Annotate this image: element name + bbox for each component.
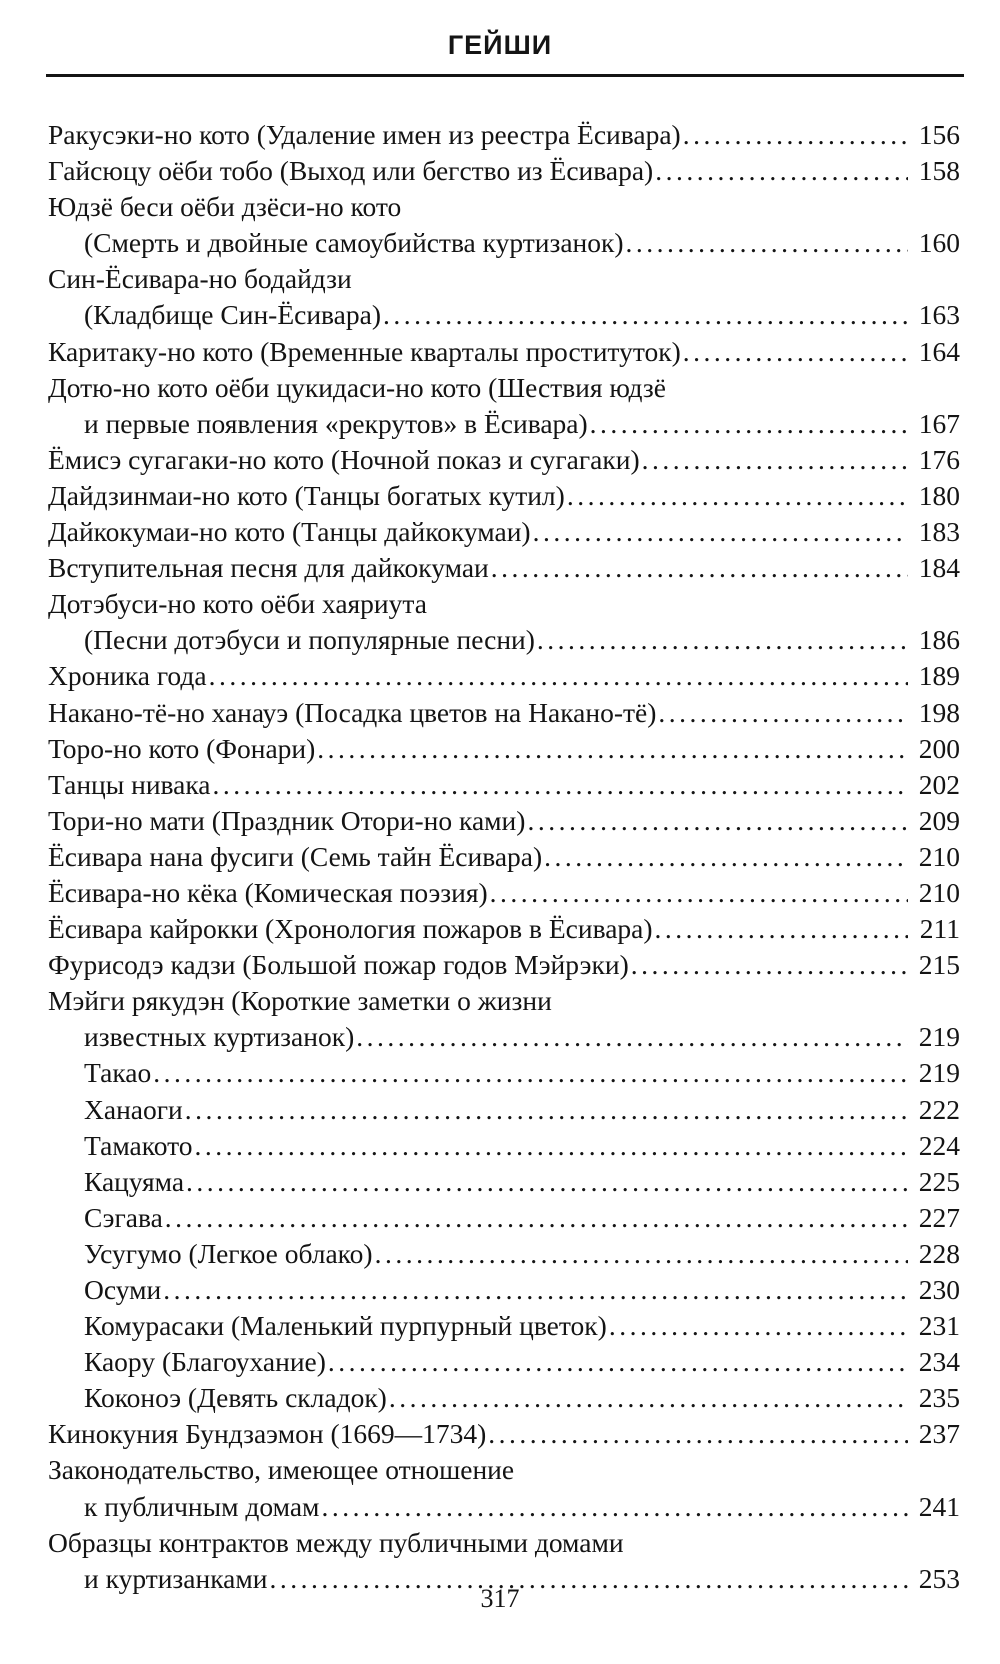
toc-entry-line [84,1200,960,1236]
toc-entry-title: Коконоэ (Девять складок) [84,1382,387,1414]
toc-entry [0,1272,1000,1308]
toc-entry-line [48,839,960,875]
toc-entry-page: 176 [918,443,960,475]
toc-entry [0,261,1000,333]
dot-leader [533,514,908,550]
toc-entry-line [48,983,960,1019]
toc-entry [0,875,1000,911]
toc-entry-page: 163 [918,299,960,331]
toc-entry [0,1092,1000,1128]
dot-leader [590,406,908,442]
toc-entry-title: Осуми [84,1274,162,1305]
dot-leader [383,297,908,333]
toc-entry-line [84,225,960,261]
toc-entry-title: Танцы нивака [48,768,211,800]
toc-entry-title: Дотю-но кото оёби цукидаси-но кото (Шествия юдзё [48,371,666,403]
toc-entry-line [84,1308,960,1344]
toc-entry [0,514,1000,550]
toc-entry-title: Кинокуния Бундзаэмон (1669—1734) [48,1418,487,1450]
toc-entry-title: Дайкокумаи-но кото (Танцы дайкокумаи) [48,516,531,548]
dot-leader [567,478,908,514]
toc-entry-title: Тамакото [84,1129,193,1161]
toc-entry-page: 219 [918,1021,960,1053]
toc-entry [0,1308,1000,1344]
toc-entry [0,983,1000,1055]
toc-entry-title: Ракусэки-но кото (Удаление имен из реестра Ёсивара) [48,119,681,150]
toc-entry-line [48,1416,960,1452]
dot-leader [321,1489,908,1525]
toc-entry-page: 189 [918,660,960,692]
toc-entry [0,1452,1000,1524]
page-number: 317 [480,1584,520,1613]
toc-entry-title: Дайдзинмаи-но кото (Танцы богатых кутил) [48,479,565,511]
toc-entry-page: 164 [918,335,960,367]
dot-leader [163,1272,908,1308]
toc-entry-page: 224 [918,1129,960,1161]
dot-leader [642,442,908,478]
dot-leader [488,1416,908,1452]
toc-entry-page: 209 [918,804,960,836]
toc-entry [0,586,1000,658]
toc-entry-page: 210 [918,876,960,908]
table-of-contents [0,117,1000,1597]
toc-entry-line [84,297,960,333]
toc-entry-title: Син-Ёсивара-но бодайдзи [48,263,352,295]
toc-entry-line [84,1019,960,1055]
toc-entry-line [48,767,960,803]
toc-entry-title: Каору (Благоухание) [84,1346,326,1378]
toc-entry [0,658,1000,694]
toc-entry-page: 225 [918,1165,960,1197]
toc-entry-line [48,334,960,370]
toc-entry-title: Ханаоги [84,1093,183,1125]
toc-entry-page: 253 [918,1562,960,1594]
header-rule [46,74,964,77]
toc-entry [0,1055,1000,1091]
toc-entry [0,117,1000,153]
toc-entry [0,442,1000,478]
toc-entry-title: Каритаку-но кото (Временные кварталы проституток) [48,335,681,367]
toc-entry-line [48,731,960,767]
toc-entry-title: (Кладбище Син-Ёсивара) [84,299,381,331]
toc-entry-title: Комурасаки (Маленький пурпурный цветок) [84,1310,607,1342]
dot-leader [328,1344,908,1380]
toc-entry-line [84,1164,960,1200]
toc-entry-line [84,1055,960,1091]
toc-entry-title: Фурисодэ кадзи (Большой пожар годов Мэйрэки) [48,949,629,981]
dot-leader [544,839,908,875]
toc-entry-line [48,153,960,189]
dot-leader [195,1128,909,1164]
toc-entry-line [84,622,960,658]
toc-entry-line [48,550,960,586]
toc-entry [0,695,1000,731]
toc-entry [0,1128,1000,1164]
dot-leader [165,1200,908,1236]
toc-entry-page: 184 [918,552,960,584]
toc-entry-line [84,1380,960,1416]
toc-entry-page: 241 [918,1490,960,1522]
dot-leader [356,1019,908,1055]
dot-leader [389,1380,908,1416]
dot-leader [213,767,908,803]
dot-leader [209,658,908,694]
dot-leader [626,225,908,261]
dot-leader [683,117,908,153]
toc-entry-page: 158 [918,155,960,187]
toc-entry-page: 230 [918,1274,960,1305]
toc-entry-page: 210 [918,840,960,872]
toc-entry [0,947,1000,983]
toc-entry-line [48,514,960,550]
dot-leader [153,1055,908,1091]
toc-entry-title: Кацуяма [84,1165,185,1197]
dot-leader [655,911,908,947]
toc-entry-line [48,117,960,153]
toc-entry-line [84,1236,960,1272]
toc-entry [0,911,1000,947]
toc-entry-line [48,875,960,911]
toc-entry-line [48,803,960,839]
toc-entry-title: и первые появления «рекрутов» в Ёсивара) [84,407,588,439]
toc-entry [0,189,1000,261]
dot-leader [490,875,908,911]
toc-entry-page: 167 [918,407,960,439]
dot-leader [655,153,908,189]
toc-entry-title: Тори-но мати (Праздник Отори-но ками) [48,804,526,836]
toc-entry [0,1380,1000,1416]
toc-entry-title: Ёсивара нана фусиги (Семь тайн Ёсивара) [48,840,543,872]
dot-leader [527,803,908,839]
toc-entry-line [48,1525,960,1561]
toc-entry-line [48,261,960,297]
toc-entry-page: 180 [918,479,960,511]
toc-entry-page: 234 [918,1346,960,1378]
toc-entry-title: (Смерть и двойные самоубийства куртизанок) [84,227,624,259]
toc-entry-line [48,586,960,622]
toc-entry [0,1200,1000,1236]
toc-entry-line [48,370,960,406]
toc-entry-title: Такао [84,1057,152,1089]
toc-entry-page: 202 [918,768,960,800]
toc-entry [0,478,1000,514]
toc-entry [0,731,1000,767]
toc-entry [0,153,1000,189]
toc-entry-title: Вступительная песня для дайкокумаи [48,552,489,584]
toc-entry [0,1416,1000,1452]
toc-entry-line [84,1272,960,1308]
toc-entry-page: 215 [918,949,960,981]
toc-entry-line [48,442,960,478]
dot-leader [186,1164,908,1200]
dot-leader [537,622,908,658]
toc-entry-page: 183 [918,516,960,548]
toc-entry-title: Ёмисэ сугагаки-но кото (Ночной показ и сугагаки) [48,443,640,475]
toc-entry-title: (Песни дотэбуси и популярные песни) [84,624,535,656]
toc-entry [0,370,1000,442]
toc-entry-page: 222 [918,1093,960,1125]
toc-entry-line [84,1128,960,1164]
toc-entry-title: Законодательство, имеющее отношение [48,1454,515,1486]
toc-entry [0,334,1000,370]
toc-entry-page: 227 [918,1201,960,1233]
toc-entry-title: Хроника года [48,660,207,692]
toc-entry-page: 200 [918,732,960,764]
toc-entry [0,839,1000,875]
toc-entry-line [84,1489,960,1525]
toc-entry-page: 160 [918,227,960,259]
toc-entry-page: 237 [918,1418,960,1450]
toc-entry-line [84,1092,960,1128]
dot-leader [491,550,908,586]
toc-entry [0,1164,1000,1200]
toc-entry-title: Мэйги рякудэн (Короткие заметки о жизни [48,985,552,1017]
toc-entry-page: 228 [918,1237,960,1269]
toc-entry-title: Образцы контрактов между публичными домами [48,1526,624,1558]
dot-leader [683,334,908,370]
toc-entry-line [48,1452,960,1488]
dot-leader [631,947,908,983]
toc-entry-line [48,658,960,694]
toc-entry-title: Ёсивара кайрокки (Хронология пожаров в Ёсивара) [48,913,653,945]
toc-entry-title: Торо-но кото (Фонари) [48,732,316,764]
toc-entry-line [84,406,960,442]
toc-entry [0,1236,1000,1272]
toc-entry-title: Ёсивара-но кёка (Комическая поэзия) [48,876,488,908]
toc-entry-page: 235 [918,1382,960,1414]
toc-entry [0,550,1000,586]
toc-entry-line [48,947,960,983]
toc-entry-title: Усугумо (Легкое облако) [84,1237,373,1269]
toc-entry-line [48,695,960,731]
toc-entry-line [48,478,960,514]
toc-entry-page: 186 [918,624,960,656]
dot-leader [317,731,908,767]
toc-entry-line [48,189,960,225]
toc-entry-title: Дотэбуси-но кото оёби хаяриута [48,588,427,620]
running-header: ГЕЙШИ [447,30,553,60]
toc-entry-title: и куртизанками [84,1562,268,1594]
toc-entry-line [48,911,960,947]
toc-entry-title: Юдзё беси оёби дзёси-но кото [48,191,402,223]
toc-entry-title: Накано-тё-но ханауэ (Посадка цветов на Накано-тё) [48,696,657,728]
dot-leader [658,695,908,731]
dot-leader [375,1236,908,1272]
toc-entry [0,1344,1000,1380]
toc-entry-title: известных куртизанок) [84,1021,355,1053]
dot-leader [609,1308,908,1344]
dot-leader [185,1092,908,1128]
toc-entry-page: 211 [919,913,960,945]
toc-entry-page: 198 [918,696,960,728]
toc-entry-page: 156 [918,119,960,150]
toc-entry-line [84,1344,960,1380]
toc-entry-page: 231 [918,1310,960,1342]
toc-entry-title: Сэгава [84,1201,163,1233]
toc-entry-title: Гайсюцу оёби тобо (Выход или бегство из Ёсивара) [48,155,654,187]
toc-entry-page: 219 [918,1057,960,1089]
toc-entry [0,803,1000,839]
toc-entry-title: к публичным домам [84,1490,320,1522]
toc-entry [0,767,1000,803]
